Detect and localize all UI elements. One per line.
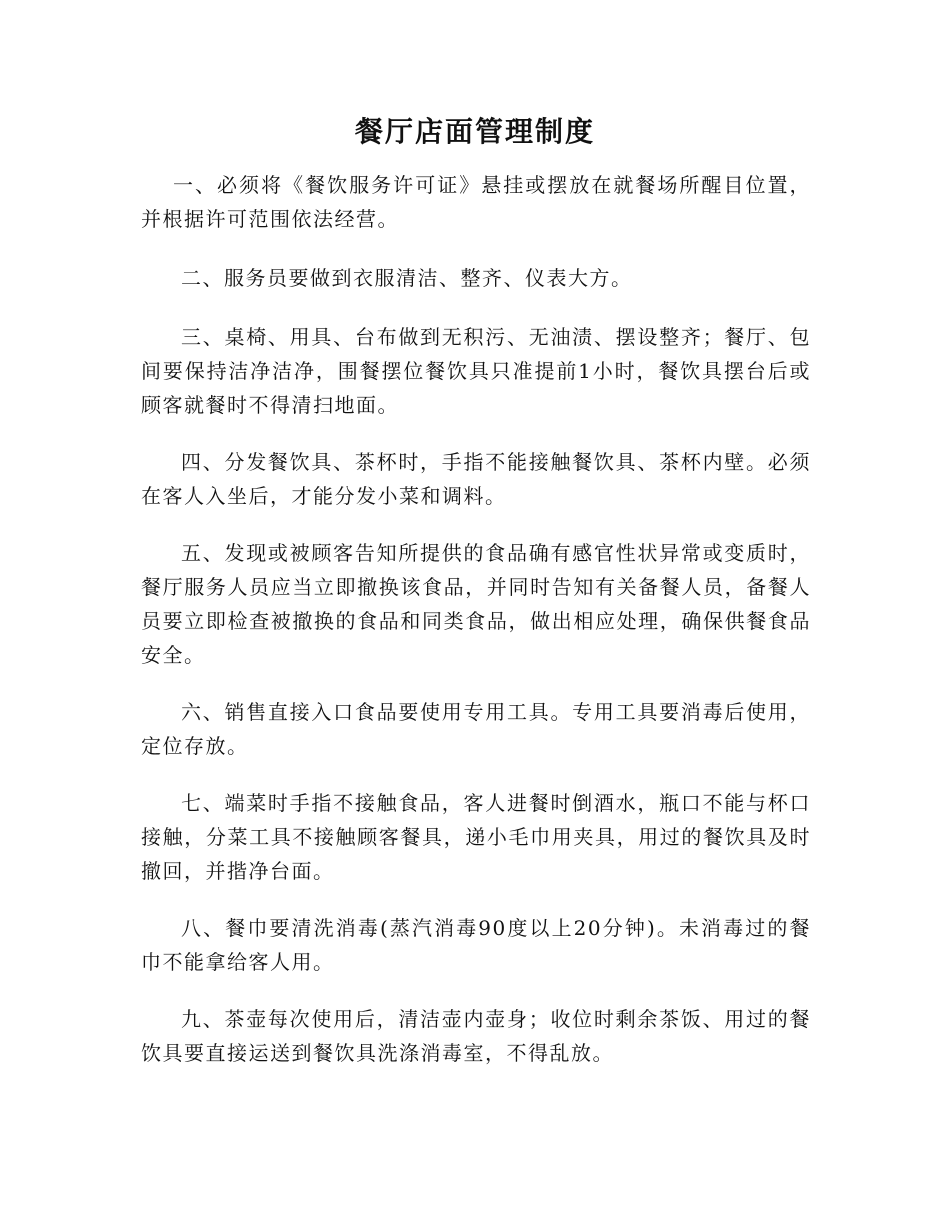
paragraph-8: 八、餐巾要清洗消毒(蒸汽消毒90度以上20分钟)。未消毒过的餐巾不能拿给客人用。	[141, 916, 811, 974]
paragraph-9: 九、茶壶每次使用后，清洁壶内壶身；收位时剩余茶饭、用过的餐饮具要直接运送到餐饮具洗涤消毒室，不得乱放。	[141, 1007, 811, 1065]
paragraph-4: 四、分发餐饮具、茶杯时，手指不能接触餐饮具、茶杯内壁。必须在客人入坐后，才能分发小菜和调料。	[141, 450, 811, 508]
paragraph-1: 一、必须将《餐饮服务许可证》悬挂或摆放在就餐场所醒目位置，并根据许可范围依法经营。	[141, 173, 811, 231]
paragraph-3: 三、桌椅、用具、台布做到无积污、无油渍、摆设整齐；餐厅、包间要保持洁净洁净，围餐摆位餐饮具只准提前1小时，餐饮具摆台后或顾客就餐时不得清扫地面。	[141, 325, 811, 417]
page-title: 餐厅店面管理制度	[354, 115, 595, 148]
paragraph-5: 五、发现或被顾客告知所提供的食品确有感官性状异常或变质时，餐厅服务人员应当立即撤换该食品，并同时告知有关备餐人员，备餐人员要立即检查被撤换的食品和同类食品，做出相应处理，确保供餐食品安全。	[141, 541, 811, 667]
paragraph-2: 二、服务员要做到衣服清洁、整齐、仪表大方。	[181, 266, 633, 290]
paragraph-6: 六、销售直接入口食品要使用专用工具。专用工具要消毒后使用，定位存放。	[141, 700, 811, 758]
paragraph-7: 七、端菜时手指不接触食品，客人进餐时倒酒水，瓶口不能与杯口接触，分菜工具不接触顾客餐具，递小毛巾用夹具，用过的餐饮具及时撤回，并揩净台面。	[141, 791, 811, 883]
document-body	[141, 168, 811, 1070]
